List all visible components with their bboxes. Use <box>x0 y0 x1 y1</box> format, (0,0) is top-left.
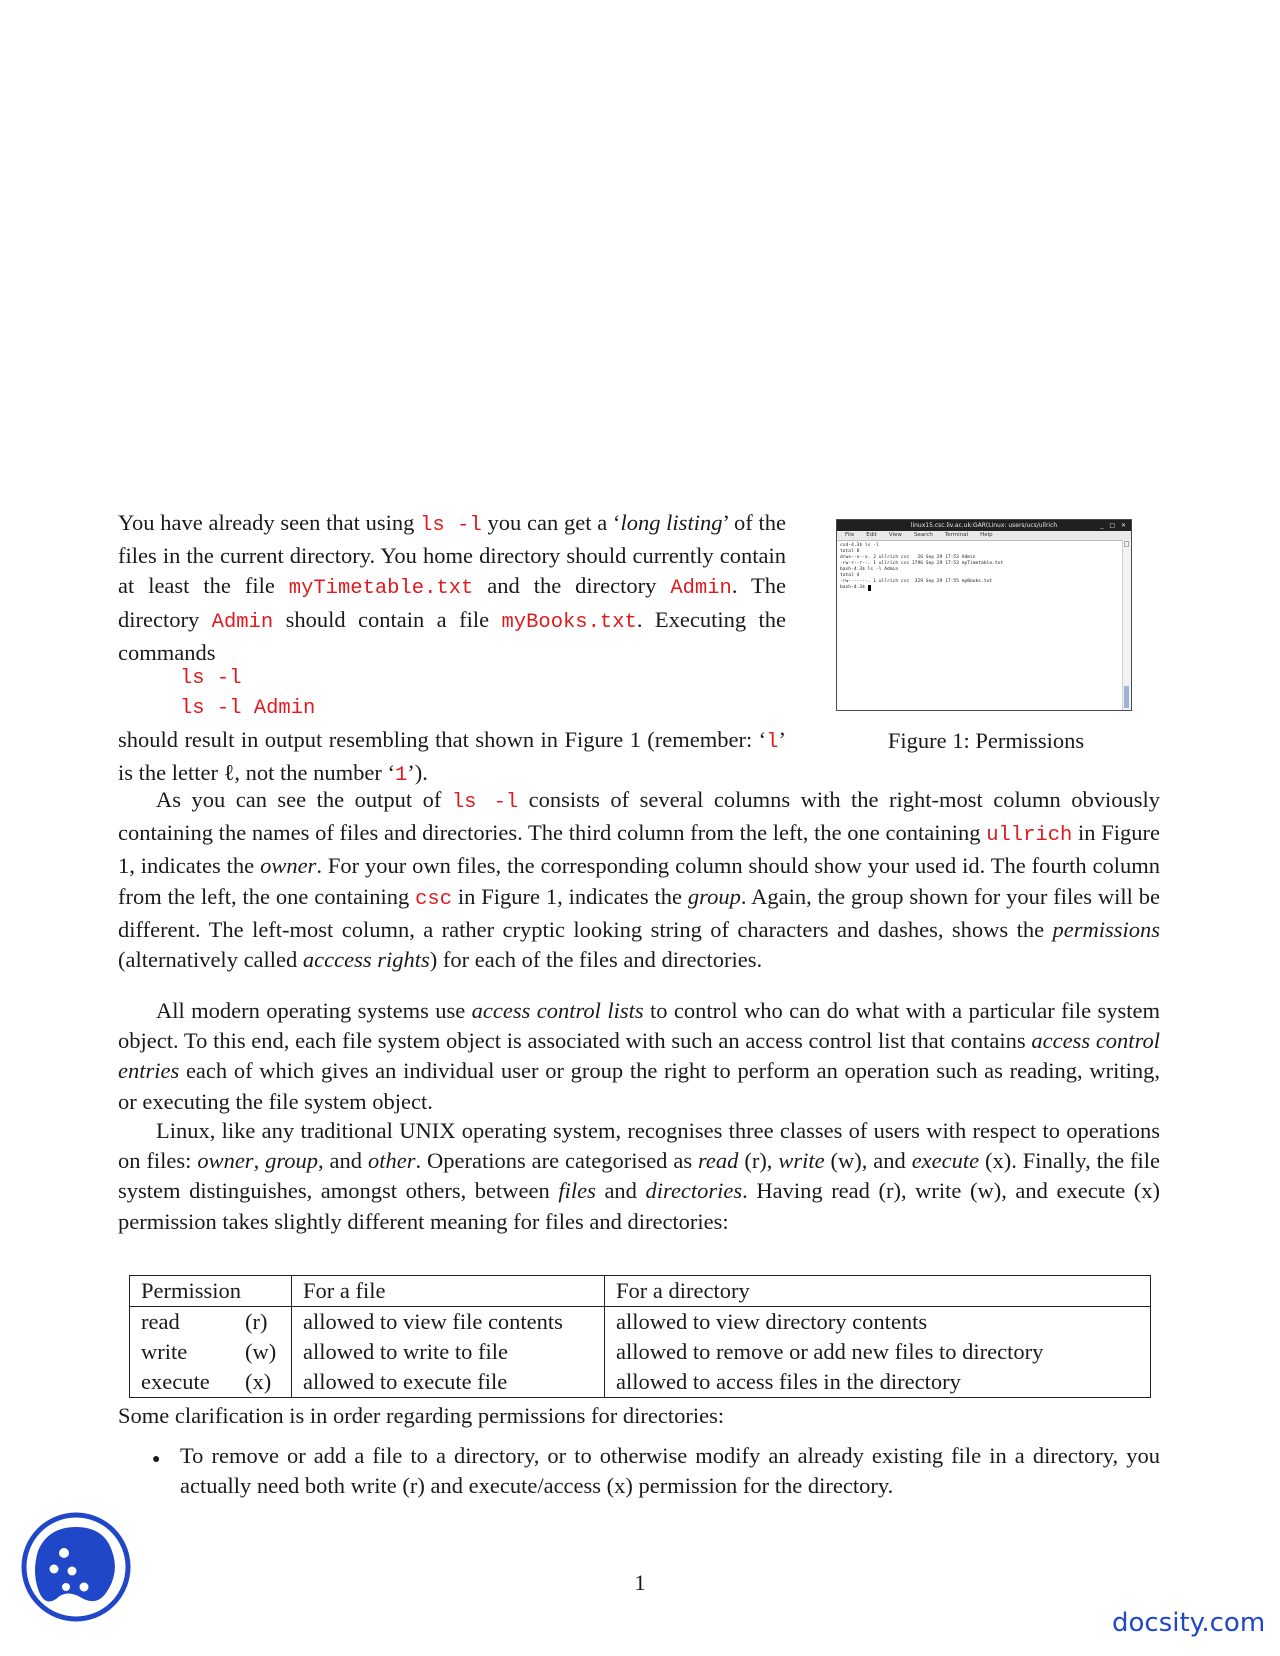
table-row: execute (x) allowed to execute file allowed to access files in the directory <box>130 1367 1151 1398</box>
acl-paragraph: All modern operating systems use access control lists to control who can do what with a particular file system object. To this end, each file system object is associated with such an access control list that contains access control entries each of which gives an individual user or group the right to perform an operation such as reading, writing, or executing the file system object. <box>118 998 1160 1114</box>
classes-paragraph: Linux, like any traditional UNIX operating system, recognises three classes of users with respect to operations on files: owner, group, and other. Operations are categorised as read (r), write (w), and execute (x). Finally, the file system distinguishes, amongst others, between files and directories. Having read (r), write (w), and execute (x) permission takes slightly different meaning for files and directories: <box>118 1118 1160 1234</box>
command-line-2: ls -l Admin <box>180 697 316 720</box>
table-row: read (r) allowed to view file contents allowed to view directory contents <box>130 1307 1151 1338</box>
table-header-row <box>130 1276 1151 1307</box>
bullet-item: To remove or add a file to a directory, or to otherwise modify an already existing file in a directory, you actually need both write (r) and execute/access (x) permission for the directory. <box>180 1443 1160 1499</box>
terminal-titlebar: linux15.csc.liv.ac.uk:GAR(Linux: users/ucs/ullrich _ □ ✕ <box>837 520 1131 531</box>
code-mytimetable: myTimetable.txt <box>288 577 474 601</box>
docsity-logo-icon <box>20 1511 132 1623</box>
cursor-icon <box>868 585 871 591</box>
clarification-paragraph: Some clarification is in order regarding permissions for directories: <box>118 1403 725 1428</box>
page-number: 1 <box>634 1570 646 1595</box>
brand-link[interactable]: docsity.com <box>1112 1608 1266 1638</box>
permissions-table <box>129 1275 1151 1398</box>
header-file: For a file <box>292 1276 605 1307</box>
terminal-scrollbar <box>1122 540 1131 710</box>
code-admin-2: Admin <box>211 610 274 634</box>
command-line-1: ls -l <box>180 667 242 690</box>
intro-paragraph: You have already seen that using ls -l you can get a ‘long listing’ of the files in the current directory. You home directory should currently contain at least the file myTimetable.txt and the directory Admin. The directory Admin should contain a file myBooks.txt. Executing the commands <box>118 510 786 665</box>
terminal-menu: File Edit View Search Terminal Help <box>837 531 1131 541</box>
result-paragraph: should result in output resembling that shown in Figure 1 (remember: ‘l’ is the letter ℓ, not the number ‘1’). <box>118 727 786 788</box>
scroll-up-icon <box>1124 541 1129 547</box>
terminal-screenshot <box>836 519 1132 711</box>
code-ls-l: ls -l <box>420 514 482 537</box>
header-directory: For a directory <box>605 1276 1151 1307</box>
bullet-icon: ● <box>152 1452 161 1467</box>
header-permission: Permission <box>130 1276 292 1307</box>
terminal-output: csd-4.3$ ls -l total 8 drwx--x--x. 2 ullrich csc 26 Sep 29 17:53 Admin -rw-r--r--. 1 ullrich csc 1796 Sep 29 17:53 myTimetable.txt bash-4.3$ ls -l Admin total 4 -rw-------. 1 ullrich csc 329 Sep 29 17:55 myBooks.txt bash-4.3$ <box>840 543 1004 590</box>
code-mybooks: myBooks.txt <box>501 610 637 634</box>
code-admin: Admin <box>670 577 732 601</box>
columns-paragraph: As you can see the output of ls -l consists of several columns with the right-most column obviously containing the names of files and directories. The third column from the left, the one containing ullrich in Figure 1, indicates the owner. For your own files, the corresponding column should show your used id. The fourth column from the left, the one containing csc in Figure 1, indicates the group. Again, the group shown for your files will be different. The left-most column, a rather cryptic looking string of characters and dashes, shows the permissions (alternatively called acccess rights) for each of the files and directories. <box>118 787 1161 973</box>
table-row: write (w) allowed to write to file allowed to remove or add new files to directory <box>130 1337 1151 1367</box>
figure-caption: Figure 1: Permissions <box>887 728 1085 753</box>
window-controls-icon: _ □ ✕ <box>1100 522 1128 529</box>
